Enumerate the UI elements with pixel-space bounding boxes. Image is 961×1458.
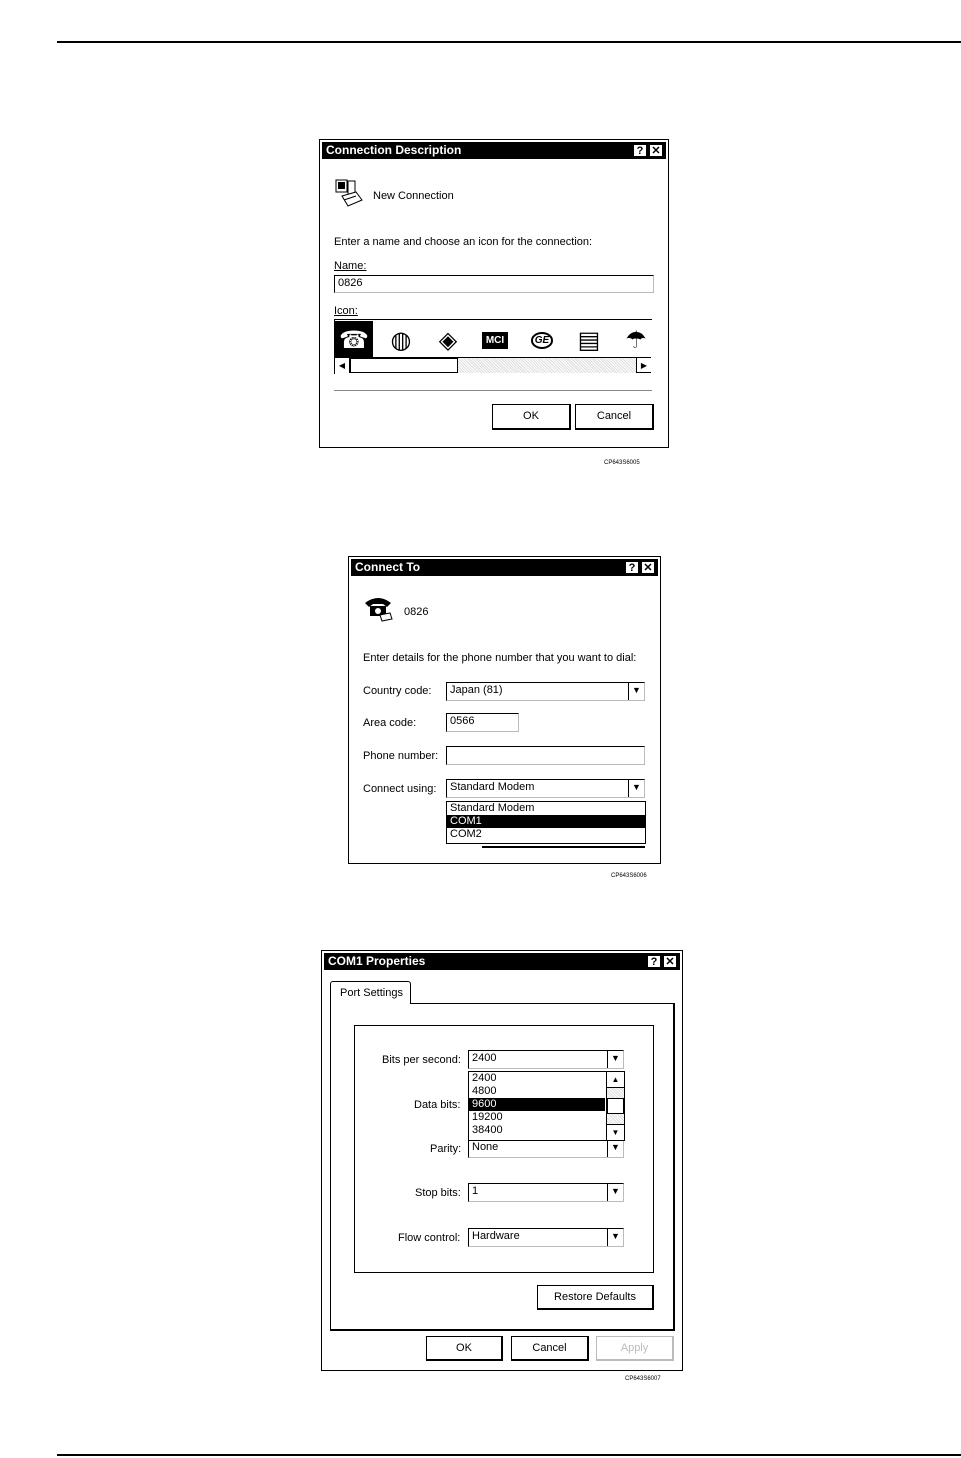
phone-number-label: Phone number: xyxy=(363,750,439,762)
parity-value: None xyxy=(472,1141,499,1153)
umbrella-icon-glyph: ☂ xyxy=(625,326,647,354)
help-button[interactable]: ? xyxy=(625,561,639,574)
globe-icon[interactable] xyxy=(382,321,420,359)
tab-port-settings[interactable] xyxy=(330,981,411,1004)
instruction-text: Enter a name and choose an icon for the connection: xyxy=(334,236,593,248)
close-button[interactable]: ✕ xyxy=(649,144,663,157)
list-item[interactable]: 38400 xyxy=(472,1124,503,1136)
chevron-down-icon[interactable]: ▼ xyxy=(607,1229,623,1246)
close-button[interactable]: ✕ xyxy=(641,561,655,574)
data-bits-label: Data bits: xyxy=(414,1099,461,1111)
separator xyxy=(334,390,652,392)
ok-button[interactable]: OK xyxy=(492,404,571,430)
ge-icon-mark: GE xyxy=(531,332,553,349)
connect-to-dialog xyxy=(348,556,661,864)
name-input[interactable]: 0826 xyxy=(334,275,654,293)
documents-icon-glyph: ▤ xyxy=(577,326,601,354)
help-button[interactable]: ? xyxy=(633,144,647,157)
icon-list[interactable] xyxy=(334,319,652,374)
title-bar xyxy=(322,142,666,159)
new-connection-label: New Connection xyxy=(373,190,454,202)
modem-icon-glyph: ◈ xyxy=(438,326,458,354)
dialog-title: COM1 Properties xyxy=(328,954,426,968)
title-bar xyxy=(351,559,658,576)
figure-caption-1: CP643S6005 xyxy=(604,460,640,466)
help-button[interactable]: ? xyxy=(647,955,661,968)
cancel-button[interactable]: Cancel xyxy=(511,1336,589,1361)
documents-icon[interactable] xyxy=(570,321,608,359)
umbrella-icon[interactable] xyxy=(617,321,652,359)
chevron-down-icon[interactable]: ▼ xyxy=(628,780,644,797)
title-bar xyxy=(324,953,680,970)
flow-control-label: Flow control: xyxy=(398,1232,461,1244)
scroll-right-button[interactable]: ▶ xyxy=(636,358,651,373)
dropdown-scrollbar[interactable] xyxy=(606,1072,624,1140)
stop-bits-select[interactable] xyxy=(468,1183,624,1202)
bits-per-second-dropdown[interactable] xyxy=(468,1071,625,1141)
bits-per-second-value: 2400 xyxy=(472,1052,497,1064)
phone-icon[interactable] xyxy=(335,321,373,359)
list-item[interactable]: COM2 xyxy=(450,828,482,840)
connection-name-label: 0826 xyxy=(404,606,429,618)
restore-defaults-label: Restore Defaults xyxy=(554,1291,636,1303)
name-label: Name: xyxy=(334,260,367,272)
scroll-thumb[interactable] xyxy=(350,358,458,373)
cancel-button[interactable]: Cancel xyxy=(575,404,654,430)
scroll-thumb[interactable] xyxy=(607,1098,624,1114)
phone-icon-glyph: ☎ xyxy=(339,326,369,354)
stop-bits-label: Stop bits: xyxy=(415,1187,461,1199)
phone-icon xyxy=(362,593,394,623)
parity-select[interactable] xyxy=(468,1139,624,1158)
bottom-rule xyxy=(57,1454,961,1456)
apply-button[interactable]: Apply xyxy=(596,1336,674,1361)
bits-per-second-select[interactable] xyxy=(468,1050,624,1069)
close-button[interactable]: ✕ xyxy=(663,955,677,968)
ge-icon[interactable] xyxy=(523,321,561,359)
scroll-down-button[interactable]: ▼ xyxy=(607,1124,624,1140)
dialog-title: Connect To xyxy=(355,560,421,574)
country-code-label: Country code: xyxy=(363,685,432,697)
stop-bits-value: 1 xyxy=(472,1185,479,1197)
mci-icon-mark: MCI xyxy=(482,332,508,349)
phone-number-input[interactable] xyxy=(446,746,645,765)
list-item[interactable]: 9600 xyxy=(469,1098,605,1111)
mci-icon[interactable] xyxy=(476,321,514,359)
new-connection-icon xyxy=(334,178,364,210)
area-code-input[interactable]: 0566 xyxy=(446,713,519,732)
icon-scrollbar[interactable] xyxy=(335,357,651,373)
connect-using-value: Standard Modem xyxy=(450,781,535,793)
flow-control-select[interactable] xyxy=(468,1228,624,1247)
scroll-left-button[interactable]: ◀ xyxy=(335,358,350,373)
country-code-select[interactable] xyxy=(446,682,645,701)
chevron-down-icon[interactable]: ▼ xyxy=(607,1140,623,1157)
tab-label: Port Settings xyxy=(340,987,403,999)
restore-defaults-button[interactable] xyxy=(537,1285,654,1310)
parity-label: Parity: xyxy=(430,1143,462,1155)
connect-using-label: Connect using: xyxy=(363,783,437,795)
list-item[interactable]: Standard Modem xyxy=(450,802,535,814)
connect-using-dropdown[interactable] xyxy=(446,801,646,844)
modem-icon[interactable] xyxy=(429,321,467,359)
bits-per-second-label: Bits per second: xyxy=(382,1054,461,1066)
figure-caption-2: CP643S6006 xyxy=(611,873,647,879)
instruction-text: Enter details for the phone number that you want to dial: xyxy=(363,652,637,664)
figure-caption-3: CP643S6007 xyxy=(625,1376,661,1382)
hidden-buttons-edge xyxy=(482,844,645,848)
ok-button[interactable]: OK xyxy=(426,1336,503,1361)
globe-icon-glyph: ◍ xyxy=(390,326,412,354)
chevron-down-icon[interactable]: ▼ xyxy=(607,1184,623,1201)
country-code-value: Japan (81) xyxy=(450,684,503,696)
list-item[interactable]: COM1 xyxy=(447,815,645,828)
area-code-label: Area code: xyxy=(363,717,417,729)
scroll-up-button[interactable]: ▲ xyxy=(607,1072,624,1088)
com1-properties-dialog xyxy=(321,950,683,1371)
list-item[interactable]: 2400 xyxy=(472,1072,497,1084)
chevron-down-icon[interactable]: ▼ xyxy=(628,683,644,700)
flow-control-value: Hardware xyxy=(472,1230,520,1242)
connect-using-select[interactable] xyxy=(446,779,645,798)
icon-label: Icon: xyxy=(334,305,358,317)
list-item[interactable]: 4800 xyxy=(472,1085,497,1097)
chevron-down-icon[interactable]: ▼ xyxy=(607,1051,623,1068)
top-rule xyxy=(57,41,961,43)
connection-description-dialog xyxy=(319,139,669,448)
list-item[interactable]: 19200 xyxy=(472,1111,503,1123)
dialog-title: Connection Description xyxy=(326,143,462,157)
